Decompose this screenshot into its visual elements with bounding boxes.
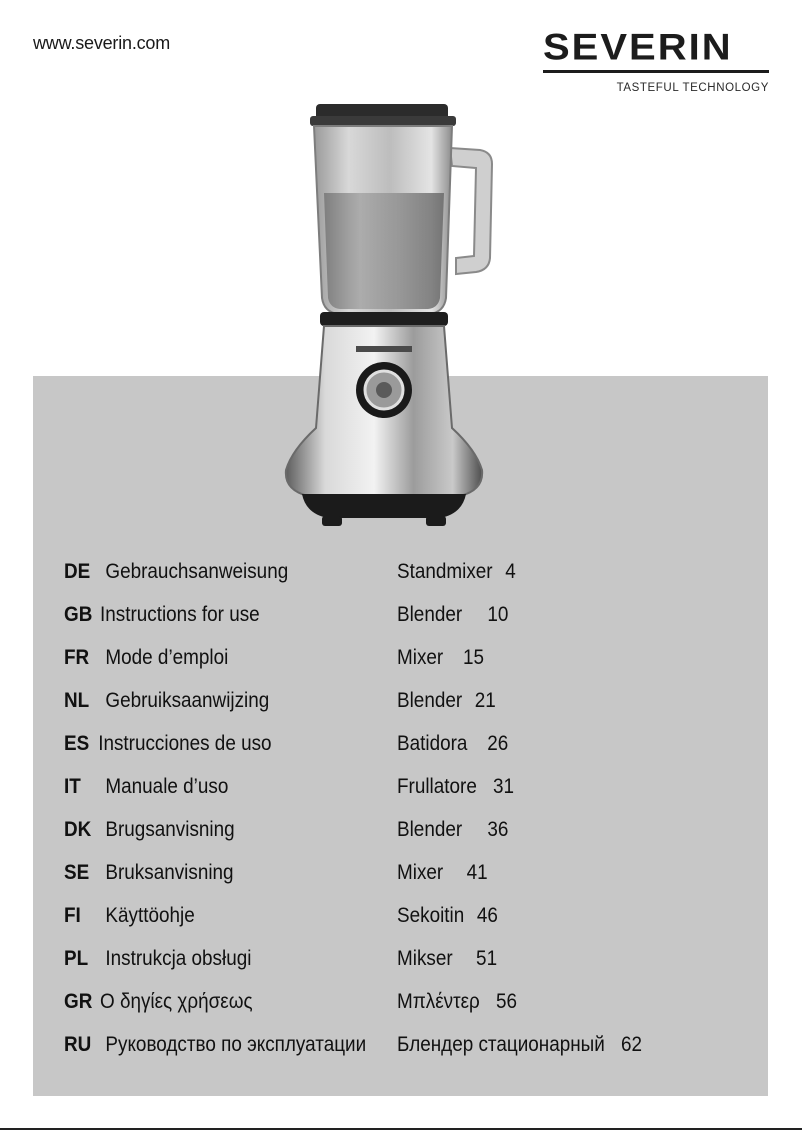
toc-row-dk[interactable] (64, 818, 676, 861)
page-number: 21 (474, 689, 496, 712)
toc-row-ru[interactable] (64, 1033, 676, 1076)
product-label: Frullatore (397, 775, 477, 798)
lang-code: FI (64, 904, 81, 927)
manual-title: Gebrauchsanweisung (105, 560, 289, 583)
page-number: 46 (476, 904, 498, 927)
lang-code: IT (64, 775, 81, 798)
product-label: Blender (397, 603, 463, 626)
manual-title: Instructions for use (100, 603, 260, 626)
lang-code: RU (64, 1033, 92, 1056)
lang-code: SE (64, 861, 90, 884)
lang-code: DE (64, 560, 91, 583)
toc-row-se[interactable] (64, 861, 676, 904)
product-name (397, 947, 497, 971)
lang-code: GR (64, 990, 93, 1013)
page-number: 56 (495, 990, 517, 1013)
page-number: 10 (487, 603, 509, 626)
manual-title: Instrucciones de uso (98, 732, 272, 755)
product-label: Mikser (397, 947, 453, 970)
product-name (397, 818, 508, 842)
brand-name: SEVERIN (543, 27, 733, 68)
product-label: Блендер стационарный (397, 1033, 605, 1056)
lang-code: FR (64, 646, 90, 669)
product-label: Standmixer (397, 560, 493, 583)
lang-code: DK (64, 818, 92, 841)
manual-title: Ο δηγίες χρήσεως (100, 990, 253, 1013)
page-number: 51 (476, 947, 498, 970)
toc-row-it[interactable] (64, 775, 676, 818)
product-label: Blender (397, 818, 463, 841)
table-of-contents (64, 560, 676, 1076)
product-label: Sekoitin (397, 904, 465, 927)
product-label: Batidora (397, 732, 468, 755)
brand-tagline: TASTEFUL TECHNOLOGY (616, 82, 769, 94)
product-label: Mixer (397, 861, 444, 884)
product-name (397, 1033, 642, 1057)
product-name (397, 904, 498, 928)
lang-code: NL (64, 689, 90, 712)
product-label: Mixer (397, 646, 444, 669)
page-number: 62 (621, 1033, 643, 1056)
page-number: 41 (466, 861, 488, 884)
toc-row-pl[interactable] (64, 947, 676, 990)
manual-title: Käyttöohje (105, 904, 195, 927)
product-name (397, 560, 516, 584)
lang-code: PL (64, 947, 89, 970)
page-number: 31 (493, 775, 515, 798)
product-label: Μπλέντερ (397, 990, 480, 1013)
website-url[interactable]: www.severin.com (33, 33, 171, 53)
manual-title: Руководство по эксплуатации (105, 1033, 367, 1056)
manual-title: Mode d’emploi (105, 646, 229, 669)
page-number: 4 (505, 560, 516, 583)
manual-title: Gebruiksaanwijzing (105, 689, 270, 712)
product-name (397, 732, 508, 756)
page-number: 26 (487, 732, 509, 755)
product-label: Blender (397, 689, 463, 712)
product-name (397, 689, 496, 713)
toc-row-es[interactable] (64, 732, 676, 775)
blender-illustration (280, 98, 520, 538)
manual-title: Instrukcja obsługi (105, 947, 252, 970)
manual-title: Manuale d’uso (105, 775, 229, 798)
page-number: 36 (487, 818, 509, 841)
page-number: 15 (463, 646, 485, 669)
lang-code: GB (64, 603, 93, 626)
toc-row-nl[interactable] (64, 689, 676, 732)
brand-logo (543, 27, 769, 94)
toc-row-fr[interactable] (64, 646, 676, 689)
manual-title: Bruksanvisning (105, 861, 234, 884)
product-name (397, 990, 517, 1014)
product-name (397, 646, 484, 670)
toc-row-fi[interactable] (64, 904, 676, 947)
product-name (397, 603, 508, 627)
manual-title: Brugsanvisning (105, 818, 235, 841)
toc-row-de[interactable] (64, 560, 676, 603)
lang-code: ES (64, 732, 90, 755)
toc-row-gb[interactable] (64, 603, 676, 646)
product-name (397, 775, 514, 799)
product-name (397, 861, 488, 885)
brand-underline (543, 70, 769, 73)
toc-row-gr[interactable] (64, 990, 676, 1033)
